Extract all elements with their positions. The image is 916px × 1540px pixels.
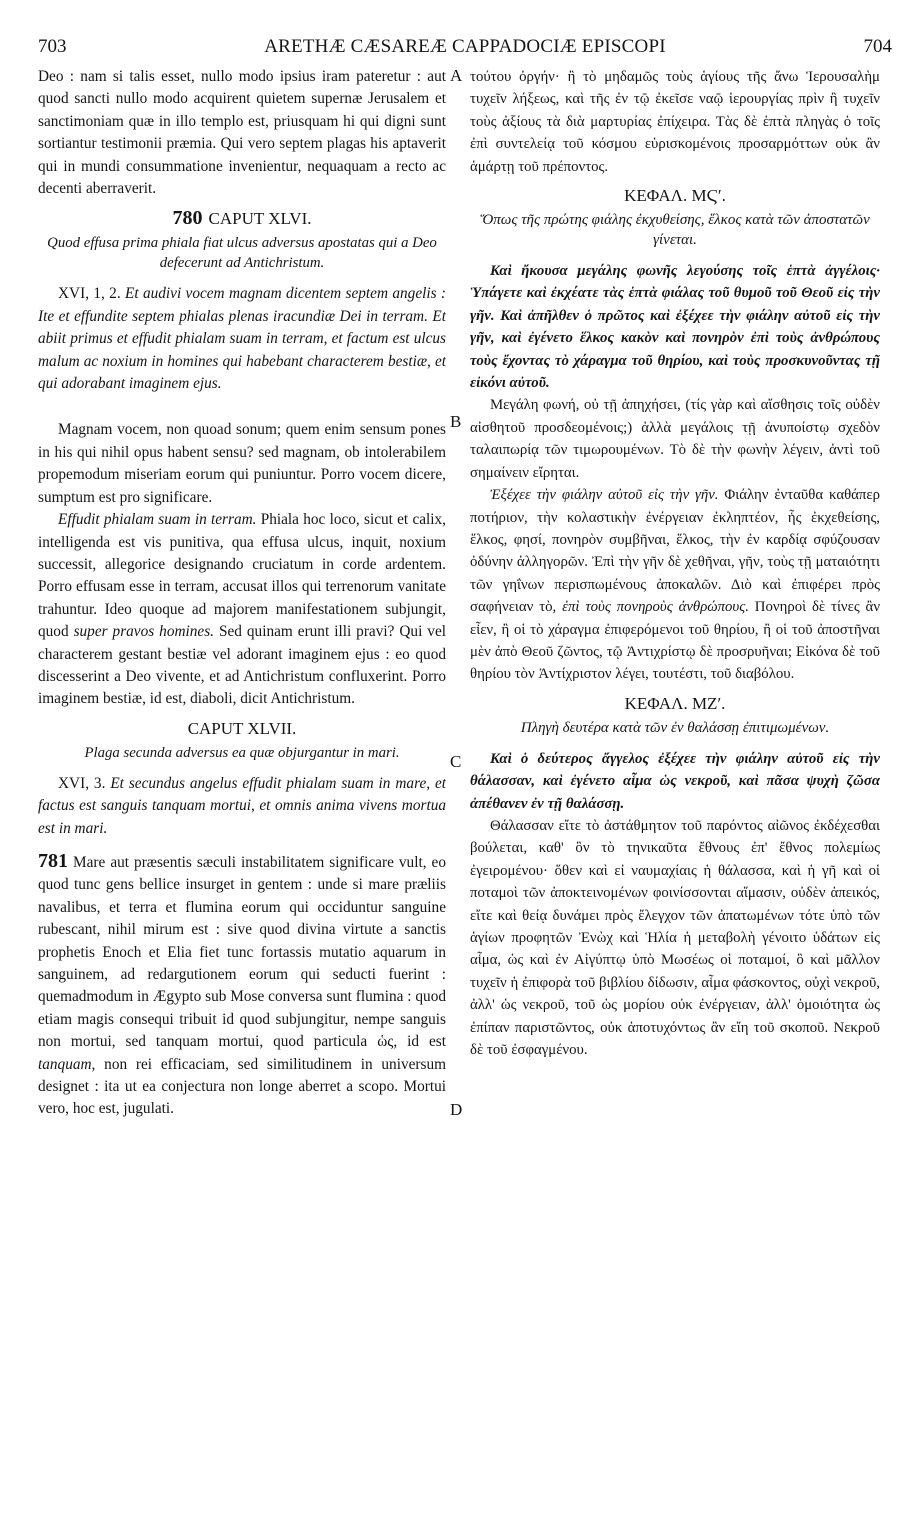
greek-verse-46: Καὶ ἤκουσα μεγάλης φωνῆς λεγούσης τοῖς ἑπτὰ ἀγγέλοις· Ὑπάγετε καὶ ἐκχέατε τὰς ἑπτὰ φιάλας τοῦ θυμοῦ τοῦ Θεοῦ εἰς τὴν γῆν. Καὶ ἀπῆλθεν ὁ πρῶτος καὶ ἐξέχεε τὴν φιάλην αὐτοῦ εἰς τὴν γῆν, καὶ ἐγένετο ἕλκος κακὸν καὶ πονηρὸν ἐπὶ τοὺς ἀνθρώπους τοὺς ἔχοντας τὸ χάραγμα τοῦ θηρίου, καὶ τοὺς προσκυνοῦντας τῇ εἰκόνι αὐτοῦ. [470,263,880,392]
latin-47-paragraph-1 [38,850,446,1121]
latin-verse-46-ref: XVI, 1, 2. [58,285,121,303]
latin-verse-47 [38,773,446,840]
latin-46-paragraph-2 [38,509,446,711]
latin-intro: Deo : nam si talis esset, nullo modo ipsius iram pateretur : aut quod sancti nullo modo acquirent quietem supernæ Jerusalem et sanctimoniam quæ in illo templo est, priusquam hi qui digni sunt sortiantur testimonii præmia. Qui vero septem plagas his aptaverit qui in mundi consummatione invenientur, nequaquam a recto ac decenti aberraverit. [38,68,446,198]
latin-verse-46 [38,283,446,395]
spacer [38,395,446,419]
latin-chapter-46-title: CAPUT XLVI. [208,209,312,229]
greek-chapter-46-title: ΚΕΦΑΛ. ΜϚʹ. [624,186,726,206]
greek-chapter-47-subtitle: Πληγὴ δευτέρα κατὰ τῶν ἐν θαλάσσῃ ἐπιτιμωμένων. [520,719,830,736]
latin-47-p1-part-c: non rei efficaciam, sed similitudinem in universum designet : ita ut ea conjectura non longe aberret a scopo. Mortui vero, hoc est, jugulati. [38,1055,446,1118]
margin-marker-b: B [450,412,462,431]
margin-marker-d: D [450,1100,463,1119]
page-number-left: 703 [38,36,67,57]
greek-column [470,66,880,1520]
latin-column [38,66,446,1520]
latin-verse-47-text: Et secundus angelus effudit phialam suam in mare, et factus est sanguis tanquam mortui, et omnis anima vivens mortua est in mari. [38,774,446,837]
latin-chapter-46-subtitle: Quod effusa prima phiala fiat ulcus adversus apostatas qui a Deo defecerunt ad Antichristum. [47,235,437,272]
greek-chapter-47-heading [470,692,880,716]
latin-chapter-46-heading [38,206,446,231]
latin-chapter-47-heading [38,717,446,741]
latin-47-p1-greek-word: ὡς [377,1033,394,1051]
greek-intro: τούτου ὀργήν· ἢ τὸ μηδαμῶς τοὺς ἁγίους τῆς ἄνω Ἱερουσαλὴμ τυχεῖν λήξεως, καὶ τῆς ἐν τῷ ἐκεῖσε ναῷ ἱερουργίας πρὶν ἢ τυχεῖν τοὺς ἀξίους τὰ διὰ μαρτυρίας ἐπίχειρα. Τὰς δὲ ἑπτὰ πληγὰς ὁ τοῖς ἐπὶ συντελείᾳ τοῦ κόσμου εὑρισκομένοις προσαρμόττων οὐκ ἂν ἁμάρτῃ τοῦ πρέποντος. [470,69,880,175]
greek-46-p2-italic: ἐπὶ τοὺς πονηροὺς ἀνθρώπους. [562,599,749,616]
latin-47-p1-part-b: , id est [393,1033,446,1051]
greek-chapter-46-heading [470,184,880,208]
greek-46-p2-part-b: Πονηροὶ δὲ τίνες ἂν εἶεν, ἢ οἱ τὸ χάραγμα ἐπιφερόμενοι τοῦ θηρίου, ἢ οἱ τοῦ ἀποστῆναι μὲν ἀπὸ Θεοῦ ζῶντος, τῷ Ἀντιχρίστῳ δὲ προσρυῆναι; Εἰκόνα δὲ τοῦ θηρίου τὸν Ἀντίχριστον λέγει, τουτέστι, τοῦ διαβόλου. [470,599,880,683]
latin-chapter-47-title: CAPUT XLVII. [187,718,297,738]
column-number-780: 780 [172,207,203,230]
latin-47-p1-part-a: Mare aut præsentis sæculi instabilitatem significare vult, eo quod tunc gens bellice insurget in gentem : unde si mare præliis navalibus, et terra et flumina eorum qui occiduntur sanguine rubescant, nihil mirum est : sive quod divina virtute a sanctis prophetis Enoch et Elia fiet tunc fortassis mutatio aquarum in sanguinem, ad redargutionem eorum qui seducti fuerint : quemadmodum in Ægypto sub Mose conversa sunt flumina : quod etiam magis consequi tribuit id quod subjungitur, nempe sanguis non mortui, sed tanquam mortui, quod particula [38,853,446,1051]
spacer [38,840,446,850]
greek-46-paragraph-1: Μεγάλη φωνή, οὐ τῇ ἀπηχήσει, (τίς γὰρ καὶ αἴσθησις τοῖς οὐδὲν αἰσθητοῦ προσδεομένοις;) ἀλλὰ μεγάλοις τῇ ἀνυποίστῳ σχεδὸν ταλαιπωρίᾳ τῶν τιμωρουμένων. Τὸ δὲ τὴν φωνὴν λέγειν, ἀντὶ τοῦ σημαίνειν εἴρηται. [470,397,880,481]
greek-46-paragraph-2 [470,484,880,686]
latin-verse-46-text: Et audivi vocem magnam dicentem septem angelis : Ite et effundite septem phialas plenas iracundiæ Dei in terram. Et abiit primus et effudit phialam suam in terram, et factum est ulcus malum ac noxium in homines qui habebant characterem bestiæ, et qui adorabant imaginem ejus. [38,285,446,393]
latin-46-p2-italic: super pravos homines. [73,623,214,641]
greek-verse-47: Καὶ ὁ δεύτερος ἄγγελος ἐξέχεε τὴν φιάλην αὐτοῦ εἰς τὴν θάλασσαν, καὶ ἐγένετο αἷμα ὡς νεκροῦ, καὶ πᾶσα ψυχὴ ζῶσα ἀπέθανεν ἐν τῇ θαλάσσῃ. [470,750,880,812]
greek-47-paragraph-1: Θάλασσαν εἴτε τὸ ἀστάθμητον τοῦ παρόντος αἰῶνος ἐκδέχεσθαι βούλεται, καθ' ὃν τὸ τηνικαῦτα ἔθνους ἐπ' ἔθνος πολεμίως ἐγειρομένου· ὅθεν καὶ εἰ ναυμαχίαις ἡ θάλασσα, καὶ ἡ γῆ καὶ οἱ ποταμοὶ τῶν ἀποκτεινομένων φοινίσσονται αἵμασιν, οὐδὲν ἀπεικός, εἴτε καὶ θείᾳ δυνάμει πρὸς ἔλεγχον τῶν ἀπατωμένων τότε ὑπὸ τῶν ἁγίων προφητῶν Ἐνὼχ καὶ Ἡλία ἡ μεταβολὴ γένοιτο ὑδάτων εἰς αἷμα, ὡς καὶ ἐν Αἰγύπτῳ ὑπὸ Μωσέως οἱ ποταμοί, ὃ καὶ μᾶλλον τυχεῖν ἡ ἐπιφορὰ τοῦ βιβλίου δίδωσιν, αἷμα φάσκοντος, οὐχὶ νεκροῦ, ἀλλ' ὡς νεκροῦ, τοῦ ὡς μορίου οὐκ ἐνέργειαν, ἀλλ' ὁμοιότητα ὡς ἐπίπαν παριστῶντος, οὐκ ἀποτυχόντως ἂν εἴη τοῦ σκοποῦ. Νεκροῦ δὲ τοῦ ἐσφαγμένου. [470,817,880,1059]
latin-chapter-47-subtitle: Plaga secunda adversus ea quæ objurgantur in mari. [84,744,400,761]
running-title: ARETHÆ CÆSAREÆ CAPPADOCIÆ EPISCOPI [264,36,666,57]
column-number-781: 781 [38,849,68,872]
latin-46-lemma: Effudit phialam suam in terram. [58,511,257,529]
latin-47-p1-italic: tanquam, [38,1055,96,1073]
page-number-right: 704 [863,36,892,57]
latin-46-p2-part-a: Phiala hoc loco, sicut et calix, intelligenda est vis punitiva, qua effusa ulcus, inquit, noxium successit, allegorice designando cruciatum in corde ardentem. Porro effusam esse in terram, accusat illos qui terrenorum vanitate trahuntur. Ideo quoque ad majorem manifestationem subjungit, quod [38,511,446,641]
latin-verse-47-ref: XVI, 3. [58,774,106,792]
running-header [38,36,892,62]
greek-chapter-47-title: ΚΕΦΑΛ. ΜΖʹ. [624,693,726,713]
latin-46-p2-part-b: Sed quinam erunt illi pravi? Qui vel characterem gestant bestiæ vel adorant imaginem ejus : eo quod discesserint a Deo vivente, et ad Antichristum confluxerint. Porro imaginem bestiæ, id est, diaboli, dicit Antichristum. [38,623,446,708]
greek-46-p2-part-a: Φιάλην ἐνταῦθα καθάπερ ποτήριον, τὴν κολαστικὴν ἐνέργειαν ἐκληπτέον, ἧς ἐκχεθείσης, ἕλκος, φησί, πονηρὸν συμβῆναι, ἕλκος, τὴν ἐν καρδίᾳ σφύζουσαν ὀδύνην ἀλληγορῶν. Ἐπὶ τὴν γῆν δὲ χεθῆναι, γῆν, τοὺς τῇ ματαιότητι τῶν γηΐνων περισπωμένους ἀποκαλῶν. Διὸ καὶ ἐπιφέρει πρὸς σαφήνειαν τὸ, [470,487,880,616]
greek-chapter-46-subtitle: Ὅπως τῆς πρώτης φιάλης ἐκχυθείσης, ἕλκος κατὰ τῶν ἀποστατῶν γίνεται. [480,212,870,249]
latin-46-paragraph-1: Magnam vocem, non quoad sonum; quem enim sensum pones in his qui nihil opus habent sensu? sed magnam, ob intolerabilem propemodum miseriam eorum qui puniuntur. Porro vocem dicere, sumptum est pro significare. [38,421,446,506]
margin-marker-c: C [450,752,462,771]
margin-marker-a: A [450,66,463,85]
greek-46-lemma: Ἐξέχεε τὴν φιάλην αὐτοῦ εἰς τὴν γῆν. [490,487,719,504]
